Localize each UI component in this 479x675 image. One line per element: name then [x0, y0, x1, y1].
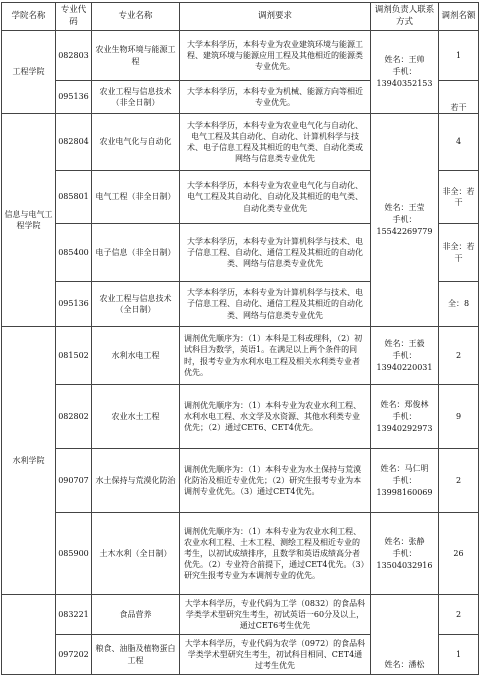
contact-cell	[371, 449, 439, 513]
contact-name: 姓名：王莹	[384, 203, 425, 212]
requirement-cell: 调剂优先顺序为：（1）本科专业为水土保持与荒漠化防治及相近专业优先；（2）研究生报考专业为本调剂专业优先。（3）通过CET4优先。	[180, 449, 371, 513]
header-row	[2, 3, 479, 31]
contact-name: 姓名：潘松	[384, 660, 425, 669]
requirement-cell: 大学本科学历，本科专业为农业电气化与自动化、电气工程及其自动化、自动化、计算机科学与技术、电子信息工程及其相近的电气类、自动化类或网络与信息类专业优先	[180, 114, 371, 171]
table-row	[2, 513, 479, 595]
code-cell: 090707	[56, 449, 92, 513]
college-cell	[2, 595, 56, 675]
quota-cell: 1	[439, 635, 479, 675]
requirement-cell: 大学本科学历，本科专业为农业建筑环境与能源工程、建筑环境与能源应用工程及其他相近的能源类专业优先。	[180, 31, 371, 81]
requirement-cell: 大学本科学历，本科专业为计算机科学与技术、电子信息工程、自动化、通信工程及其相近的自动化类、网络与信息类专业优先	[180, 224, 371, 282]
code-cell: 085801	[56, 171, 92, 224]
code-cell: 085400	[56, 224, 92, 282]
contact-phone: 13940292973	[376, 423, 433, 433]
requirement-cell: 调剂优先顺序为：（1）本科是工科或理科，（2）初试科目为数学，英语1。在满足以上两个条件的同时，报考专业为水利水电工程及相关水利类专业者优先。	[180, 327, 371, 385]
major-cell: 水土保持与荒漠化防治	[92, 449, 180, 513]
table-row	[2, 385, 479, 449]
requirement-cell: 大学本科学历，专业代码为工学（0832）的食品科学类学术型研究生考生，初试英语一60分及以上，通过CET6考生优先	[180, 595, 371, 635]
contact-cell	[371, 31, 439, 114]
contact-phone: 13940220031	[376, 362, 433, 372]
quota-cell: 26	[439, 513, 479, 595]
code-cell: 082803	[56, 31, 92, 81]
major-cell: 食品营养	[92, 595, 180, 635]
major-cell: 电气工程（非全日制）	[92, 171, 180, 224]
major-cell: 农业水土工程	[92, 385, 180, 449]
quota-cell: 9	[439, 385, 479, 449]
quota-cell: 2	[439, 595, 479, 635]
quota-cell: 4	[439, 114, 479, 171]
contact-phone: 13940352153	[376, 79, 433, 88]
contact-cell	[371, 385, 439, 449]
contact-name: 姓名：王帅	[384, 55, 425, 64]
header-quota: 调剂名额	[439, 3, 479, 31]
code-cell: 097202	[56, 635, 92, 675]
header-major: 专业名称	[92, 3, 180, 31]
code-cell: 083221	[56, 595, 92, 635]
table-row	[2, 449, 479, 513]
requirement-cell: 大学本科学历，专业代码为农学（0972）的食品科学类学术型研究生考生，初试科目相同、CET4通过考生优先	[180, 635, 371, 675]
contact-name: 姓名：郑俊林	[380, 399, 429, 409]
contact-phone-label: 手机：	[392, 350, 417, 360]
table-row	[2, 114, 479, 171]
contact-phone-label: 手机：	[392, 548, 417, 558]
major-cell: 农业工程与信息技术（全日制）	[92, 282, 180, 327]
table-row	[2, 327, 479, 385]
contact-name: 姓名：王毅	[384, 338, 425, 348]
header-college: 学院名称	[2, 3, 56, 31]
contact-phone-label: 手机：	[392, 475, 417, 485]
quota-cell: 非全：若干	[439, 171, 479, 224]
major-cell: 电子信息（非全日制）	[92, 224, 180, 282]
table-row	[2, 31, 479, 81]
code-cell: 095136	[56, 81, 92, 114]
code-cell: 081502	[56, 327, 92, 385]
contact-cell	[371, 114, 439, 327]
header-requirement: 调剂要求	[180, 3, 371, 31]
contact-phone-label: 手机：	[392, 411, 417, 421]
requirement-cell: 调剂优先顺序为：（1）本科专业为农业水利工程、农业水利工程、土木工程、测绘工程及相近专业的考生，以初试成绩排序，且数学和英语成绩高分者优先。（2）专业符合前提下，通过CET4优先。（3）研究生报考专业为本调剂专业的优先。	[180, 513, 371, 595]
requirement-cell: 调剂优先顺序为：（1）本科专业为农业水利工程、水利水电工程、水文学及水资源、其他水利类专业优先；（2）通过CET6、CET4优先。	[180, 385, 371, 449]
quota-cell: 2	[439, 327, 479, 385]
contact-cell	[371, 513, 439, 595]
contact-phone: 15542269779	[376, 227, 433, 236]
quota-cell: 1	[439, 31, 479, 81]
header-code: 专业代码	[56, 3, 92, 31]
contact-name: 姓名：马仁明	[380, 463, 429, 473]
quota-cell: 若干	[439, 81, 479, 114]
code-cell: 082802	[56, 385, 92, 449]
major-cell: 土木水利（全日制）	[92, 513, 180, 595]
requirement-cell: 大学本科学历，本科专业为农业电气化与自动化、电气工程及其自动化、自动化及其相近的电气类、自动化类专业优先	[180, 171, 371, 224]
code-cell: 082804	[56, 114, 92, 171]
major-cell: 农业工程与信息技术（非全日制）	[92, 81, 180, 114]
contact-name: 姓名：张静	[384, 536, 425, 546]
table-row	[2, 595, 479, 635]
college-cell: 信息与电气工程学院	[2, 114, 56, 327]
major-cell: 农业生物环境与能源工程	[92, 31, 180, 81]
contact-phone: 13998160069	[376, 487, 433, 497]
contact-cell	[371, 327, 439, 385]
contact-phone-label: 手机：	[392, 67, 417, 76]
code-cell: 095136	[56, 282, 92, 327]
header-contact: 调剂负责人联系方式	[371, 3, 439, 31]
major-cell: 水利水电工程	[92, 327, 180, 385]
quota-cell: 2	[439, 449, 479, 513]
contact-phone: 13504032916	[376, 560, 433, 570]
contact-cell	[371, 595, 439, 675]
major-cell: 农业电气化与自动化	[92, 114, 180, 171]
requirement-cell: 大学本科学历，本科专业为机械、能源方向等相近专业优先。	[180, 81, 371, 114]
college-cell: 水利学院	[2, 327, 56, 595]
quota-cell: 全：8	[439, 282, 479, 327]
adjustment-table	[1, 2, 479, 675]
major-cell: 粮食、油脂及植物蛋白工程	[92, 635, 180, 675]
code-cell: 085900	[56, 513, 92, 595]
requirement-cell: 大学本科学历，本科专业为计算机科学与技术、电子信息工程、自动化、通信工程及其相近的自动化类、网络与信息类专业优先	[180, 282, 371, 327]
college-cell: 工程学院	[2, 31, 56, 114]
quota-cell: 非全：若干	[439, 224, 479, 282]
contact-phone-label: 手机：	[392, 215, 417, 224]
